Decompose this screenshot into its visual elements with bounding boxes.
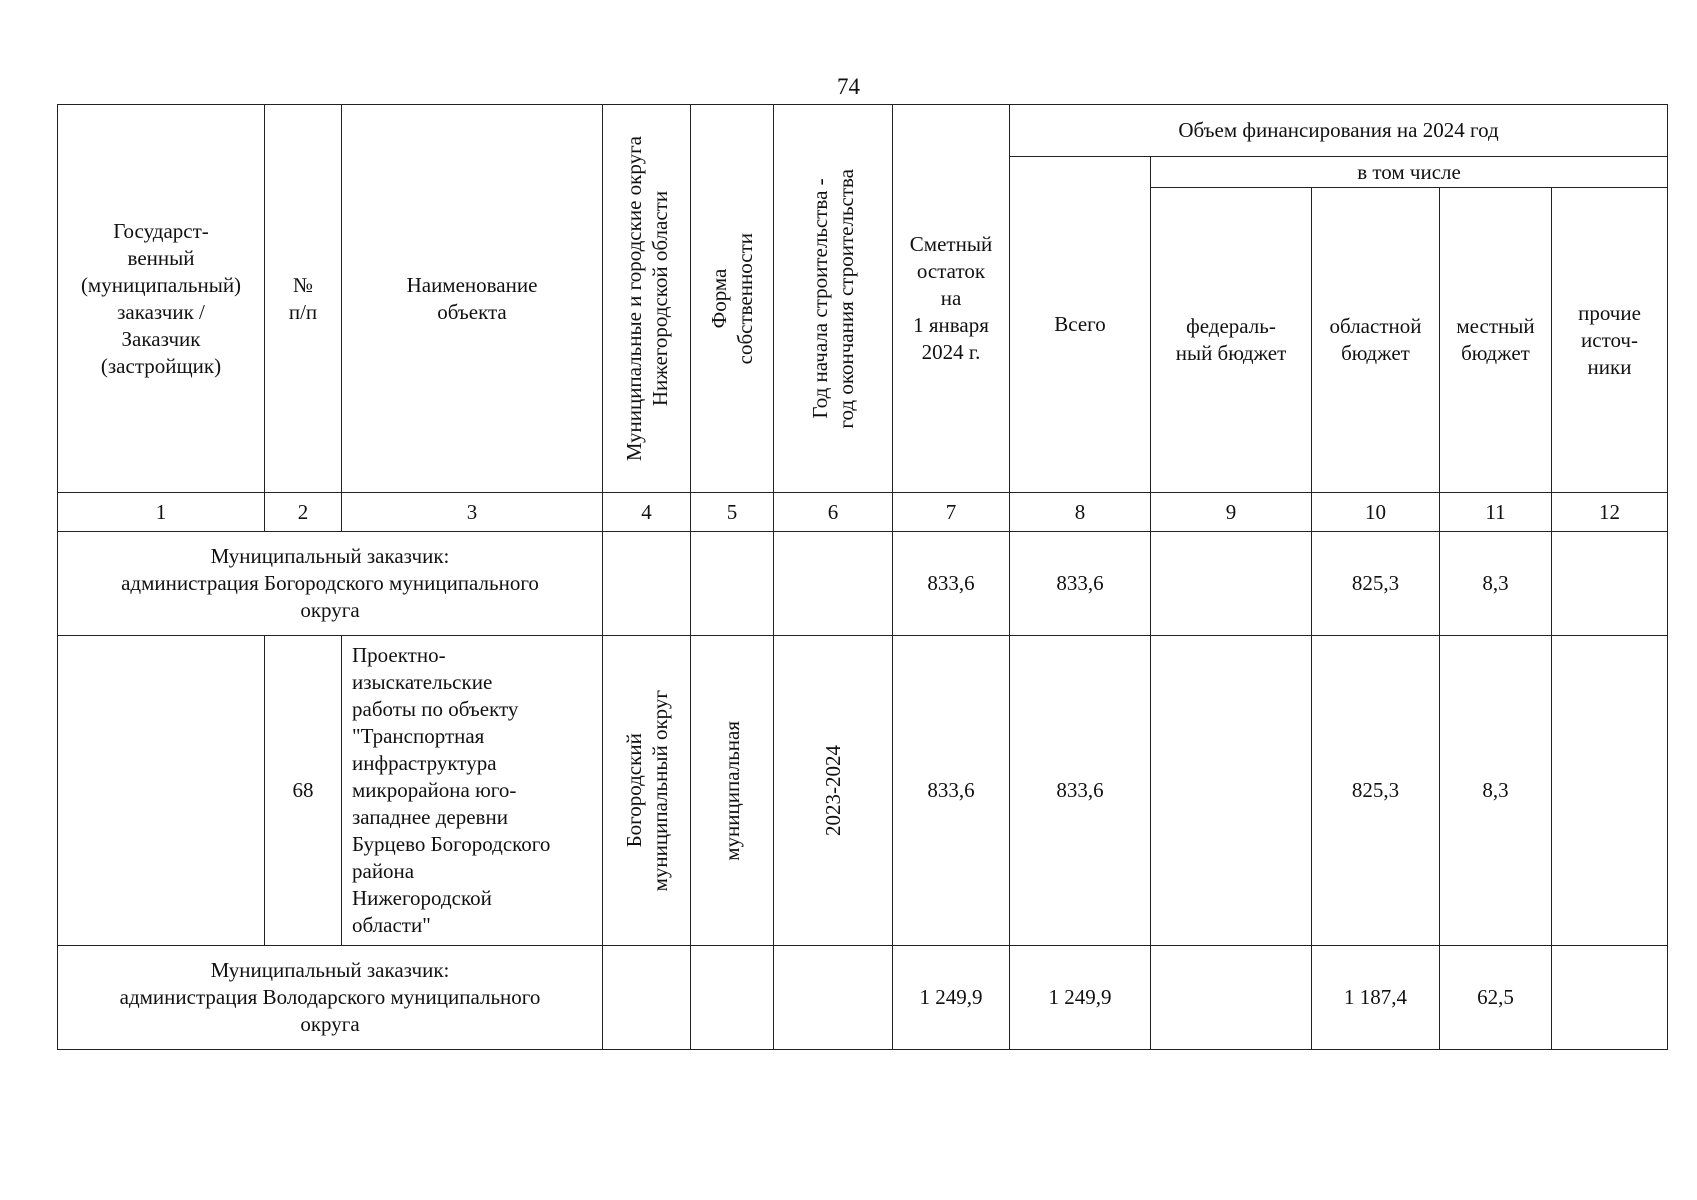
page-number: 74 — [837, 74, 860, 99]
header-years: Год начала строительства - год окончания строительства — [774, 105, 893, 493]
other-cell — [1552, 636, 1668, 946]
column-number: 1 — [58, 493, 265, 532]
column-number: 11 — [1440, 493, 1552, 532]
column-number: 12 — [1552, 493, 1668, 532]
years-cell — [774, 532, 893, 636]
table-row — [58, 636, 1668, 946]
column-number: 5 — [691, 493, 774, 532]
header-financing: Объем финансирования на 2024 год — [1010, 105, 1668, 157]
customer-cell — [58, 636, 265, 946]
header-regional: областной бюджет — [1312, 188, 1440, 493]
column-number: 6 — [774, 493, 893, 532]
federal-cell — [1151, 532, 1312, 636]
header-customer: Государст- венный (муниципальный) заказчик / Заказчик (застройщик) — [58, 105, 265, 493]
district-cell — [603, 532, 691, 636]
ownership-cell — [691, 946, 774, 1050]
header-object-name: Наименование объекта — [342, 105, 603, 493]
table-row — [58, 946, 1668, 1050]
ownership-cell: муниципальная — [691, 636, 774, 946]
estimate-cell: 833,6 — [893, 636, 1010, 946]
column-numbers-row — [58, 493, 1668, 532]
other-cell — [1552, 532, 1668, 636]
customer-cell: Муниципальный заказчик: администрация Богородского муниципального округа — [58, 532, 603, 636]
table-row — [58, 532, 1668, 636]
estimate-cell: 833,6 — [893, 532, 1010, 636]
header-including: в том числе — [1151, 157, 1668, 188]
local-cell: 8,3 — [1440, 532, 1552, 636]
district-cell — [603, 946, 691, 1050]
object-name-cell: Проектно- изыскательские работы по объекту "Транспортная инфраструктура микрорайона юго- западнее деревни Бурцево Богородского района Нижегородской области" — [342, 636, 603, 946]
header-other: прочие источ- ники — [1552, 188, 1668, 493]
header-number: № п/п — [265, 105, 342, 493]
number-cell: 68 — [265, 636, 342, 946]
district-cell: Богородский муниципальный округ — [603, 636, 691, 946]
column-number: 9 — [1151, 493, 1312, 532]
column-number: 8 — [1010, 493, 1151, 532]
header-local: местный бюджет — [1440, 188, 1552, 493]
total-cell: 833,6 — [1010, 532, 1151, 636]
local-cell: 8,3 — [1440, 636, 1552, 946]
header-district: Муниципальные и городские округа Нижегородской области — [603, 105, 691, 493]
years-cell — [774, 946, 893, 1050]
years-cell: 2023-2024 — [774, 636, 893, 946]
header-federal: федераль- ный бюджет — [1151, 188, 1312, 493]
financing-table — [57, 104, 1668, 1050]
column-number: 7 — [893, 493, 1010, 532]
regional-cell: 825,3 — [1312, 532, 1440, 636]
total-cell: 833,6 — [1010, 636, 1151, 946]
header-estimate: Сметный остаток на 1 января 2024 г. — [893, 105, 1010, 493]
local-cell: 62,5 — [1440, 946, 1552, 1050]
column-number: 3 — [342, 493, 603, 532]
header-ownership: Форма собственности — [691, 105, 774, 493]
column-number: 4 — [603, 493, 691, 532]
header-total: Всего — [1010, 157, 1151, 493]
federal-cell — [1151, 946, 1312, 1050]
regional-cell: 1 187,4 — [1312, 946, 1440, 1050]
column-number: 2 — [265, 493, 342, 532]
other-cell — [1552, 946, 1668, 1050]
estimate-cell: 1 249,9 — [893, 946, 1010, 1050]
total-cell: 1 249,9 — [1010, 946, 1151, 1050]
federal-cell — [1151, 636, 1312, 946]
ownership-cell — [691, 532, 774, 636]
column-number: 10 — [1312, 493, 1440, 532]
regional-cell: 825,3 — [1312, 636, 1440, 946]
customer-cell: Муниципальный заказчик: администрация Володарского муниципального округа — [58, 946, 603, 1050]
